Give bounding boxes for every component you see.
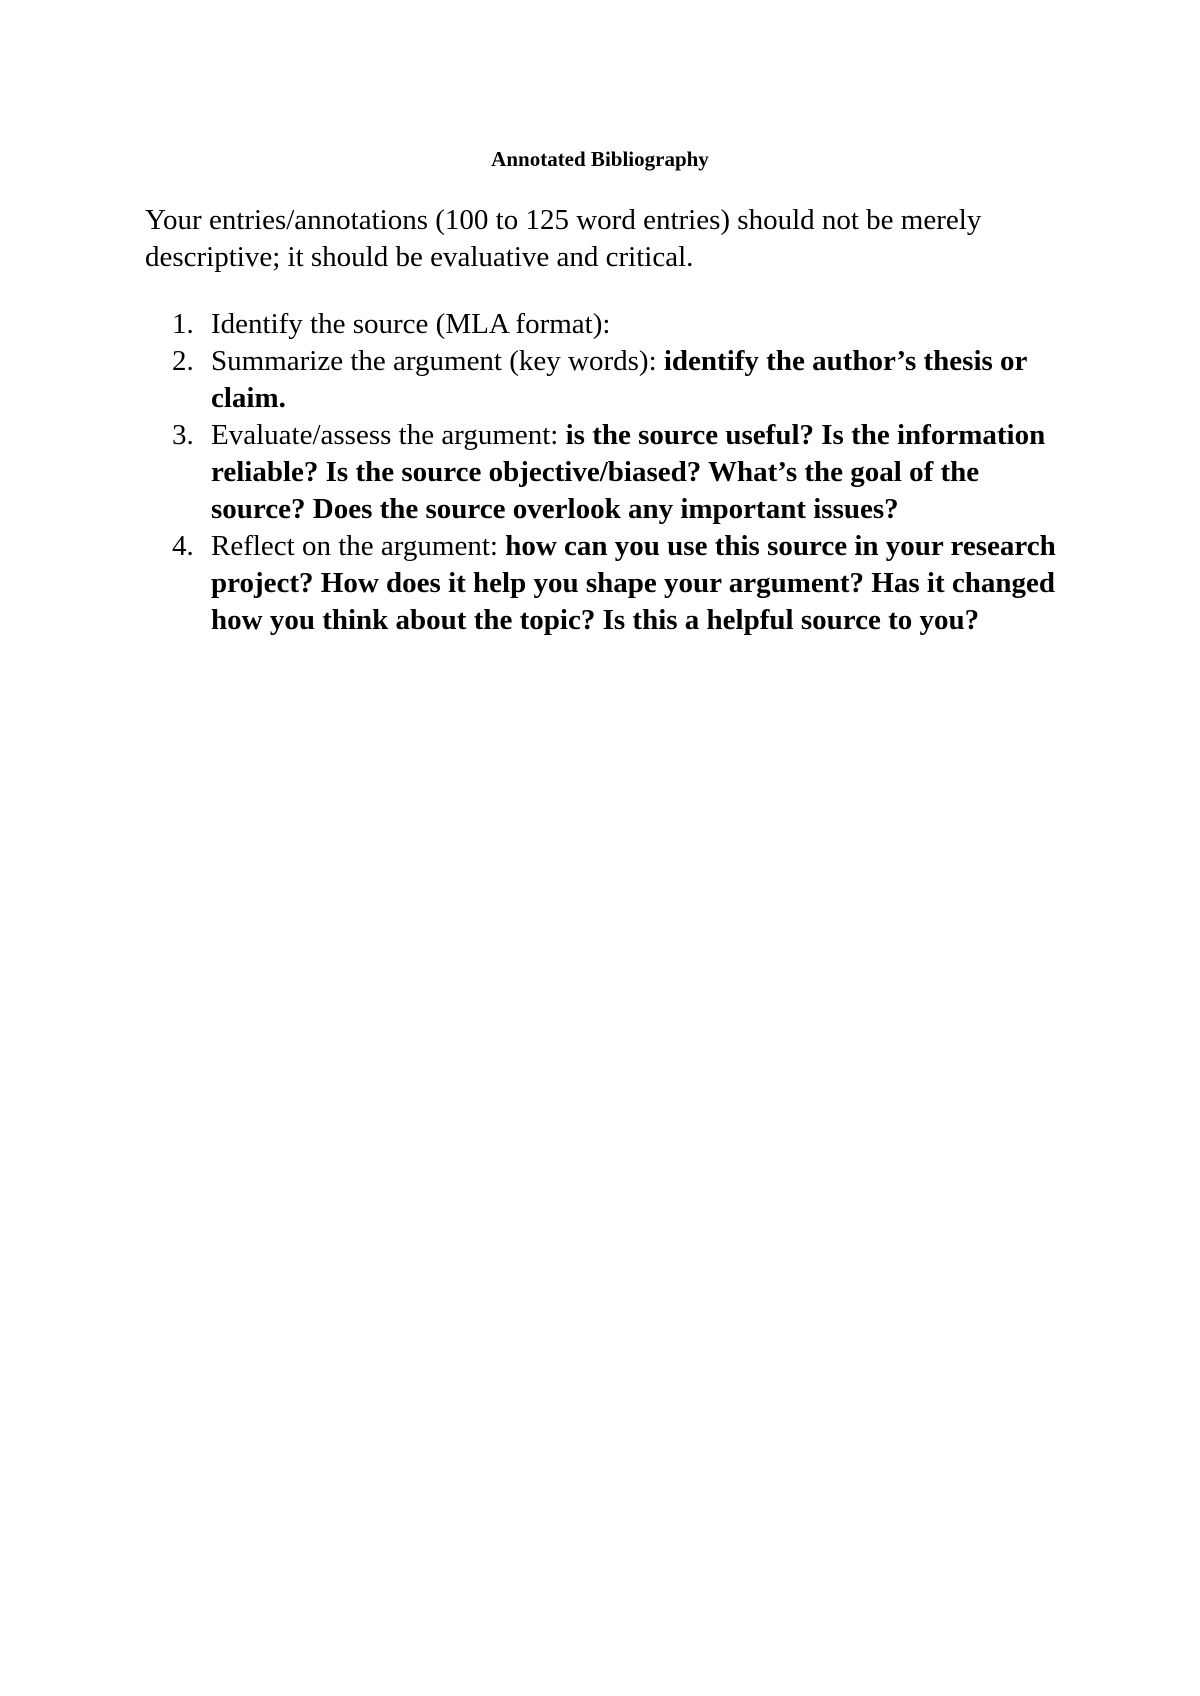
step-number: 1. xyxy=(172,308,194,340)
step-prompt: Reflect on the argument: xyxy=(211,530,506,562)
document-title: Annotated Bibliography xyxy=(491,147,709,171)
list-item xyxy=(145,528,1065,639)
step-detail: identify the author’s thesis or claim. xyxy=(211,345,1027,414)
list-item xyxy=(145,306,1065,343)
intro-paragraph: Your entries/annotations (100 to 125 word entries) should not be merely descriptive; it should be evaluative and critical. xyxy=(145,204,982,273)
step-prompt: Evaluate/assess the argument: xyxy=(211,419,566,451)
step-prompt: Identify the source (MLA format): xyxy=(211,308,611,340)
step-detail: is the source useful? Is the information reliable? Is the source objective/biased? What’s the goal of the source? Does the source overlook any important issues? xyxy=(211,419,1046,525)
step-number: 3. xyxy=(172,419,194,451)
step-number: 2. xyxy=(172,345,194,377)
step-number: 4. xyxy=(172,530,194,562)
step-detail: how can you use this source in your research project? How does it help you shape your argument? Has it changed how you think about the topic? Is this a helpful source to you? xyxy=(211,530,1056,636)
list-item xyxy=(145,343,1065,417)
steps-list xyxy=(145,306,1065,639)
list-item xyxy=(145,417,1065,528)
step-prompt: Summarize the argument (key words): xyxy=(211,345,664,377)
